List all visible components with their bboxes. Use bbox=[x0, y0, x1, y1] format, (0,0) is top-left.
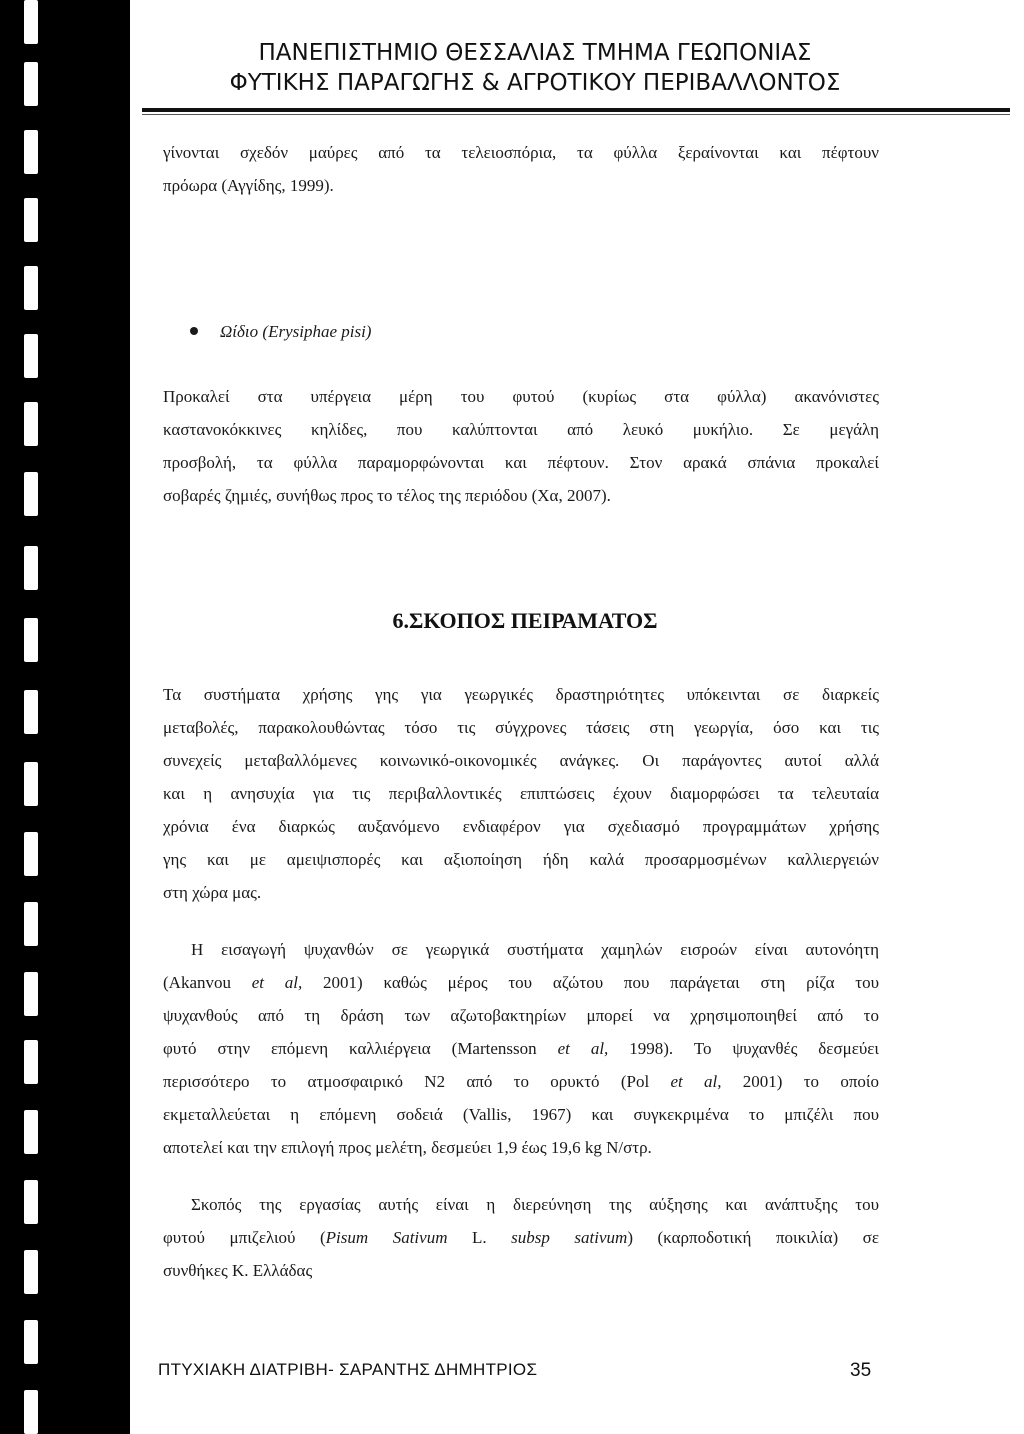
film-perforation bbox=[24, 198, 38, 242]
text-line: και η ανησυχία για τις περιβαλλοντικές επιπτώσεις έχουν διαμορφώσει τα τελευταία bbox=[163, 784, 879, 803]
film-strip-border bbox=[0, 0, 130, 1434]
film-perforation bbox=[24, 1110, 38, 1154]
header-rule-thin bbox=[142, 114, 1010, 115]
paragraph-3 bbox=[163, 1188, 879, 1287]
paragraph-2 bbox=[163, 933, 879, 1164]
film-perforation bbox=[24, 472, 38, 516]
page-number: 35 bbox=[850, 1360, 872, 1381]
text-line: Η εισαγωγή ψυχανθών σε γεωργικά συστήματα χαμηλών εισροών είναι αυτονόητη bbox=[191, 940, 879, 959]
film-perforation bbox=[24, 1390, 38, 1434]
disease-name: Ωίδιο bbox=[220, 322, 259, 341]
film-perforation bbox=[24, 972, 38, 1016]
text-line: σοβαρές ζημιές, συνήθως προς το τέλος της περιόδου (Χα, 2007). bbox=[163, 486, 611, 505]
film-perforation bbox=[24, 1180, 38, 1224]
text-line: μεταβολές, παρακολουθώντας τόσο τις σύγχρονες τάσεις στη γεωργία, όσο και τις bbox=[163, 718, 879, 737]
text-line: φυτού μπιζελιού (Pisum Sativum L. subsp sativum) (καρποδοτική ποικιλία) σε bbox=[163, 1228, 879, 1247]
film-perforation bbox=[24, 832, 38, 876]
text-line: ψυχανθούς από τη δράση των αζωτοβακτηρίων μπορεί να χρησιμοποιηθεί από το bbox=[163, 1006, 879, 1025]
film-perforation bbox=[24, 546, 38, 590]
text-line: (Akanvou et al, 2001) καθώς μέρος του αζώτου που παράγεται στη ρίζα του bbox=[163, 973, 879, 992]
header-line-2: ΦΥΤΙΚΗΣ ΠΑΡΑΓΩΓΗΣ & ΑΓΡΟΤΙΚΟΥ ΠΕΡΙΒΑΛΛΟΝΤΟΣ bbox=[229, 70, 841, 96]
film-perforation bbox=[24, 266, 38, 310]
film-perforation bbox=[24, 1040, 38, 1084]
text-line: Τα συστήματα χρήσης γης για γεωργικές δραστηριότητες υπόκεινται σε διαρκείς bbox=[163, 685, 879, 704]
disease-latin-name: (Erysiphae pisi) bbox=[262, 322, 372, 341]
header-line-1: ΠΑΝΕΠΙΣΤΗΜΙΟ ΘΕΣΣΑΛΙΑΣ ΤΜΗΜΑ ΓΕΩΠΟΝΙΑΣ bbox=[258, 40, 812, 66]
film-perforation bbox=[24, 0, 38, 44]
text-line: προσβολή, τα φύλλα παραμορφώνονται και πέφτουν. Στον αρακά σπάνια προκαλεί bbox=[163, 453, 879, 472]
text-line: Σκοπός της εργασίας αυτής είναι η διερεύνηση της αύξησης και ανάπτυξης του bbox=[191, 1195, 879, 1214]
film-perforation bbox=[24, 690, 38, 734]
film-perforation bbox=[24, 402, 38, 446]
text-line: φυτό στην επόμενη καλλιέργεια (Martensson et al, 1998). Το ψυχανθές δεσμεύει bbox=[163, 1039, 879, 1058]
paragraph-1 bbox=[163, 678, 879, 909]
film-perforation bbox=[24, 1250, 38, 1294]
text-line: γης και με αμειψισπορές και αξιοποίηση ήδη καλά προσαρμοσμένων καλλιεργειών bbox=[163, 850, 879, 869]
text-line: συνθήκες Κ. Ελλάδας bbox=[163, 1261, 313, 1280]
film-perforation bbox=[24, 130, 38, 174]
film-perforation bbox=[24, 1320, 38, 1364]
text-line: καστανοκόκκινες κηλίδες, που καλύπτονται από λευκό μυκήλιο. Σε μεγάλη bbox=[163, 420, 879, 439]
text-line: Προκαλεί στα υπέργεια μέρη του φυτού (κυρίως στα φύλλα) ακανόνιστες bbox=[163, 387, 879, 406]
intro-paragraph bbox=[163, 136, 879, 202]
header-rule bbox=[142, 108, 1010, 112]
footer-author: ΠΤΥΧΙΑΚΗ ΔΙΑΤΡΙΒΗ- ΣΑΡΑΝΤΗΣ ΔΗΜΗΤΡΙΟΣ bbox=[158, 1360, 538, 1379]
film-perforation bbox=[24, 334, 38, 378]
text-line: περισσότερο το ατμοσφαιρικό N2 από το ορυκτό (Pol et al, 2001) το οποίο bbox=[163, 1072, 880, 1091]
film-perforation bbox=[24, 62, 38, 106]
text-line: χρόνια ένα διαρκώς αυξανόμενο ενδιαφέρον για σχεδιασμό προγραμμάτων χρήσης bbox=[163, 817, 879, 836]
text-line: γίνονται σχεδόν μαύρες από τα τελειοσπόρια, τα φύλλα ξεραίνονται και πέφτουν bbox=[163, 143, 879, 162]
document-page bbox=[130, 0, 1024, 1434]
section-title: 6.ΣΚΟΠΟΣ ΠΕΙΡΑΜΑΤΟΣ bbox=[392, 608, 658, 633]
text-line: πρόωρα (Αγγίδης, 1999). bbox=[163, 176, 334, 195]
oidio-paragraph bbox=[163, 380, 879, 512]
page-header bbox=[130, 38, 940, 98]
bullet-heading-oidio bbox=[190, 315, 371, 348]
film-perforation bbox=[24, 618, 38, 662]
film-perforation bbox=[24, 762, 38, 806]
film-perforation bbox=[24, 902, 38, 946]
bullet-dot-icon bbox=[190, 327, 198, 335]
text-line: στη χώρα μας. bbox=[163, 883, 262, 902]
text-line: αποτελεί και την επιλογή προς μελέτη, δεσμεύει 1,9 έως 19,6 kg N/στρ. bbox=[163, 1138, 652, 1157]
text-line: συνεχείς μεταβαλλόμενες κοινωνικό-οικονομικές ανάγκες. Οι παράγοντες αυτοί αλλά bbox=[163, 751, 879, 770]
text-line: εκμεταλλεύεται η επόμενη σοδειά (Vallis, 1967) και συγκεκριμένα το μπιζέλι που bbox=[163, 1105, 879, 1124]
